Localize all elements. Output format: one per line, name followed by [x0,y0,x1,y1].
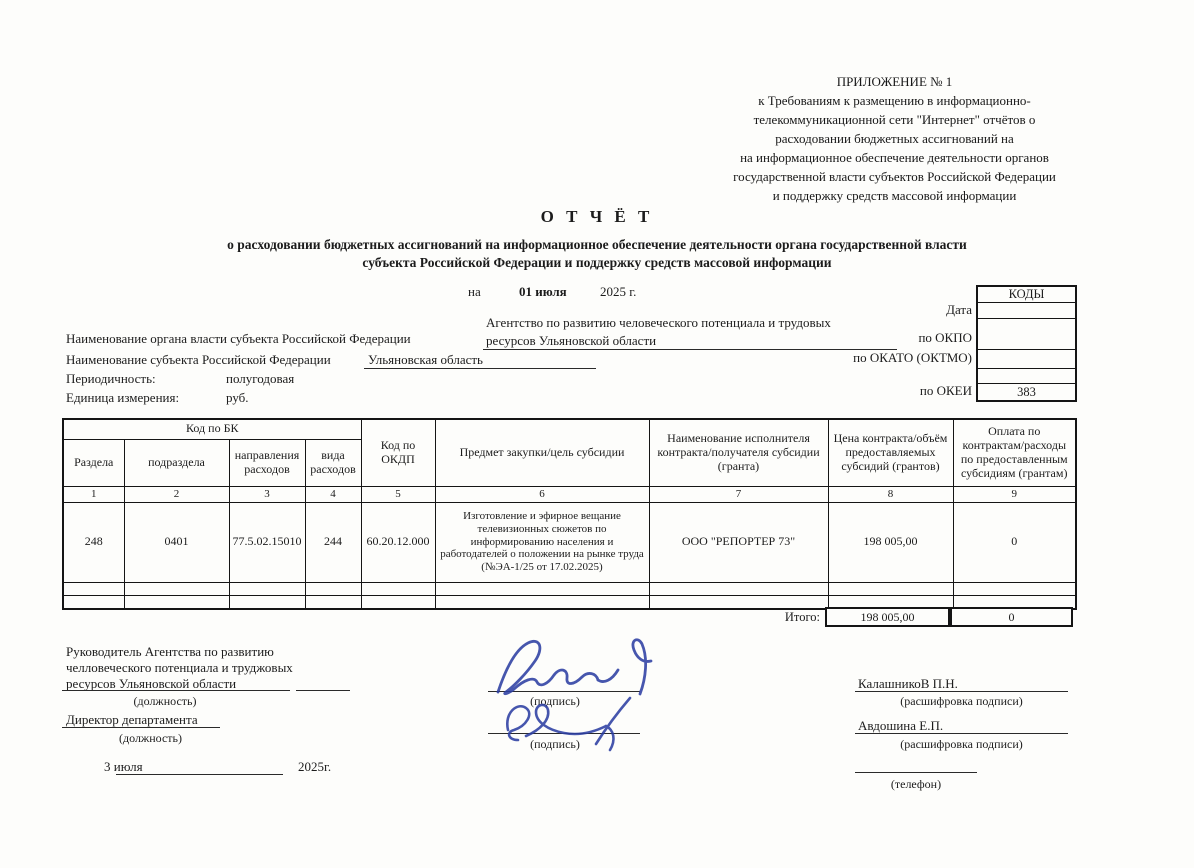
codes-box [976,285,1077,402]
name-underline-1 [855,691,1068,692]
cell-payment: 0 [953,502,1076,582]
table-cell-empty [649,582,828,595]
signer-name-1: КалашникоВ П.Н. [858,676,958,691]
position-caption-2: (должность) [119,731,182,745]
cell-price: 198 005,00 [828,502,953,582]
subtitle-line-2: субъекта Российской Федерации и поддержку средств массовой информации [362,255,832,270]
label-okei: по ОКЕИ [919,383,972,398]
header-napravlenie: направления расходов [229,439,305,486]
position-underline-2 [62,727,220,728]
table-cell-empty [305,582,361,595]
header-kod-bk: Код по БК [63,419,361,439]
position-caption-1: (должность) [133,694,197,708]
table-cell-empty [649,595,828,609]
header-price: Цена контракта/объём предоставляемых субсидий (грантов) [828,419,953,486]
col-number: 1 [63,486,124,502]
table-cell-empty [828,582,953,595]
col-number: 8 [828,486,953,502]
appendix-note [622,72,1167,205]
header-podrazdel: подраздела [124,439,229,486]
cell-subject: Изготовление и эфирное вещание телевизионных сюжетов по информированию населения и работодателей о положении на рынке труда (№ЭА-1/25 от 17.02.2025) [435,502,649,582]
table-cell-empty [435,595,649,609]
signer-name-2: Авдошина Е.П. [858,718,944,733]
subject-label: Наименование субъекта Российской Федерации [66,352,331,367]
col-number: 6 [435,486,649,502]
subject-value: Ульяновская область [368,352,483,367]
decode-caption-1: (расшифровка подписи) [900,694,1023,708]
header-subject: Предмет закупки/цель субсидии [435,419,649,486]
codes-cell-okpo [978,318,1075,349]
table-cell-empty [63,582,124,595]
table-cell-empty [953,582,1076,595]
col-number: 5 [361,486,435,502]
total-price: 198 005,00 [825,607,950,627]
org-value-line2: ресурсов Ульяновской области [486,333,657,348]
sign-date: 3 июля [104,759,143,774]
total-label: Итого: [784,610,820,624]
head-title-line2: челловеческого потенциала и труджовых [66,660,293,675]
label-date: Дата [946,302,972,317]
report-date: 01 июля [519,284,567,299]
org-underline [483,349,897,350]
codes-cell-date [978,302,1075,318]
appendix-line: к Требованиям к размещению в информационно- [758,93,1031,108]
handwritten-signature-2 [496,696,646,754]
appendix-line: ПРИЛОЖЕНИЕ № 1 [836,74,953,89]
phone-underline [855,772,977,773]
table-cell-empty [305,595,361,609]
decode-caption-2: (расшифровка подписи) [900,737,1023,751]
report-year: 2025 г. [600,284,637,299]
signature-caption-2: (подпись) [530,737,580,751]
org-label: Наименование органа власти субъекта Российской Федерации [66,331,411,346]
budget-table [62,418,1077,610]
codes-cell-okei: 383 [978,383,1075,400]
codes-header: КОДЫ [1008,287,1045,301]
director-title: Директор департамента [66,712,198,727]
col-number: 2 [124,486,229,502]
header-okdp: Код по ОКДП [361,419,435,486]
table-cell-empty [124,582,229,595]
label-okato: по ОКАТО (ОКТМО) [853,350,972,365]
col-number: 4 [305,486,361,502]
cell-okdp: 60.20.12.000 [361,502,435,582]
position-underline-1b [296,690,350,691]
cell-napravlenie: 77.5.02.15010 [229,502,305,582]
table-cell-empty [361,595,435,609]
appendix-line: и поддержку средств массовой информации [772,188,1017,203]
header-contractor: Наименование исполнителя контракта/получателя субсидии (гранта) [649,419,828,486]
appendix-line: на информационное обеспечение деятельности органов [740,150,1049,165]
label-okpo: по ОКПО [918,330,972,345]
periodicity-value: полугодовая [226,371,295,386]
table-cell-empty [229,595,305,609]
col-number: 9 [953,486,1076,502]
table-cell-empty [229,582,305,595]
sign-date-underline [116,774,283,775]
col-number: 7 [649,486,828,502]
position-underline-1a [62,690,290,691]
appendix-line: государственной власти субъектов Российской Федерации [733,169,1056,184]
phone-caption: (телефон) [890,777,942,791]
appendix-line: расходовании бюджетных ассигнований на [775,131,1014,146]
sign-date-year: 2025г. [298,759,332,774]
cell-contractor: ООО "РЕПОРТЕР 73" [649,502,828,582]
table-cell-empty [435,582,649,595]
col-number: 3 [229,486,305,502]
cell-vid: 244 [305,502,361,582]
page-title: О Т Ч Ё Т [540,207,654,226]
total-payment: 0 [950,607,1073,627]
cell-podrazdel: 0401 [124,502,229,582]
cell-razdel: 248 [63,502,124,582]
org-value-line1: Агентство по развитию человеческого потенциала и трудовых [486,315,831,330]
codes-cell-blank [978,368,1075,383]
head-title-line1: Руководитель Агентства по развитию [66,644,274,659]
header-razdel: Раздела [63,439,124,486]
unit-label: Единица измерения: [66,390,180,405]
appendix-line: телекоммуникационной сети "Интернет" отчётов о [753,112,1036,127]
subject-underline [364,368,596,369]
codes-cell-okato [978,349,1075,368]
handwritten-signature-1 [488,636,658,700]
header-vid: вида расходов [305,439,361,486]
table-cell-empty [361,582,435,595]
header-payment: Оплата по контрактам/расходы по предоставленным субсидиям (грантам) [953,419,1076,486]
name-underline-2 [855,733,1068,734]
table-cell-empty [124,595,229,609]
head-title-line3: ресурсов Ульяновской области [66,676,237,691]
unit-value: руб. [226,390,249,405]
periodicity-label: Периодичность: [66,371,156,386]
signature-caption-1: (подпись) [530,694,580,708]
table-cell-empty [63,595,124,609]
subtitle-line-1: о расходовании бюджетных ассигнований на информационное обеспечение деятельности органа государственной власти [227,237,967,252]
date-prefix: на [468,284,481,299]
